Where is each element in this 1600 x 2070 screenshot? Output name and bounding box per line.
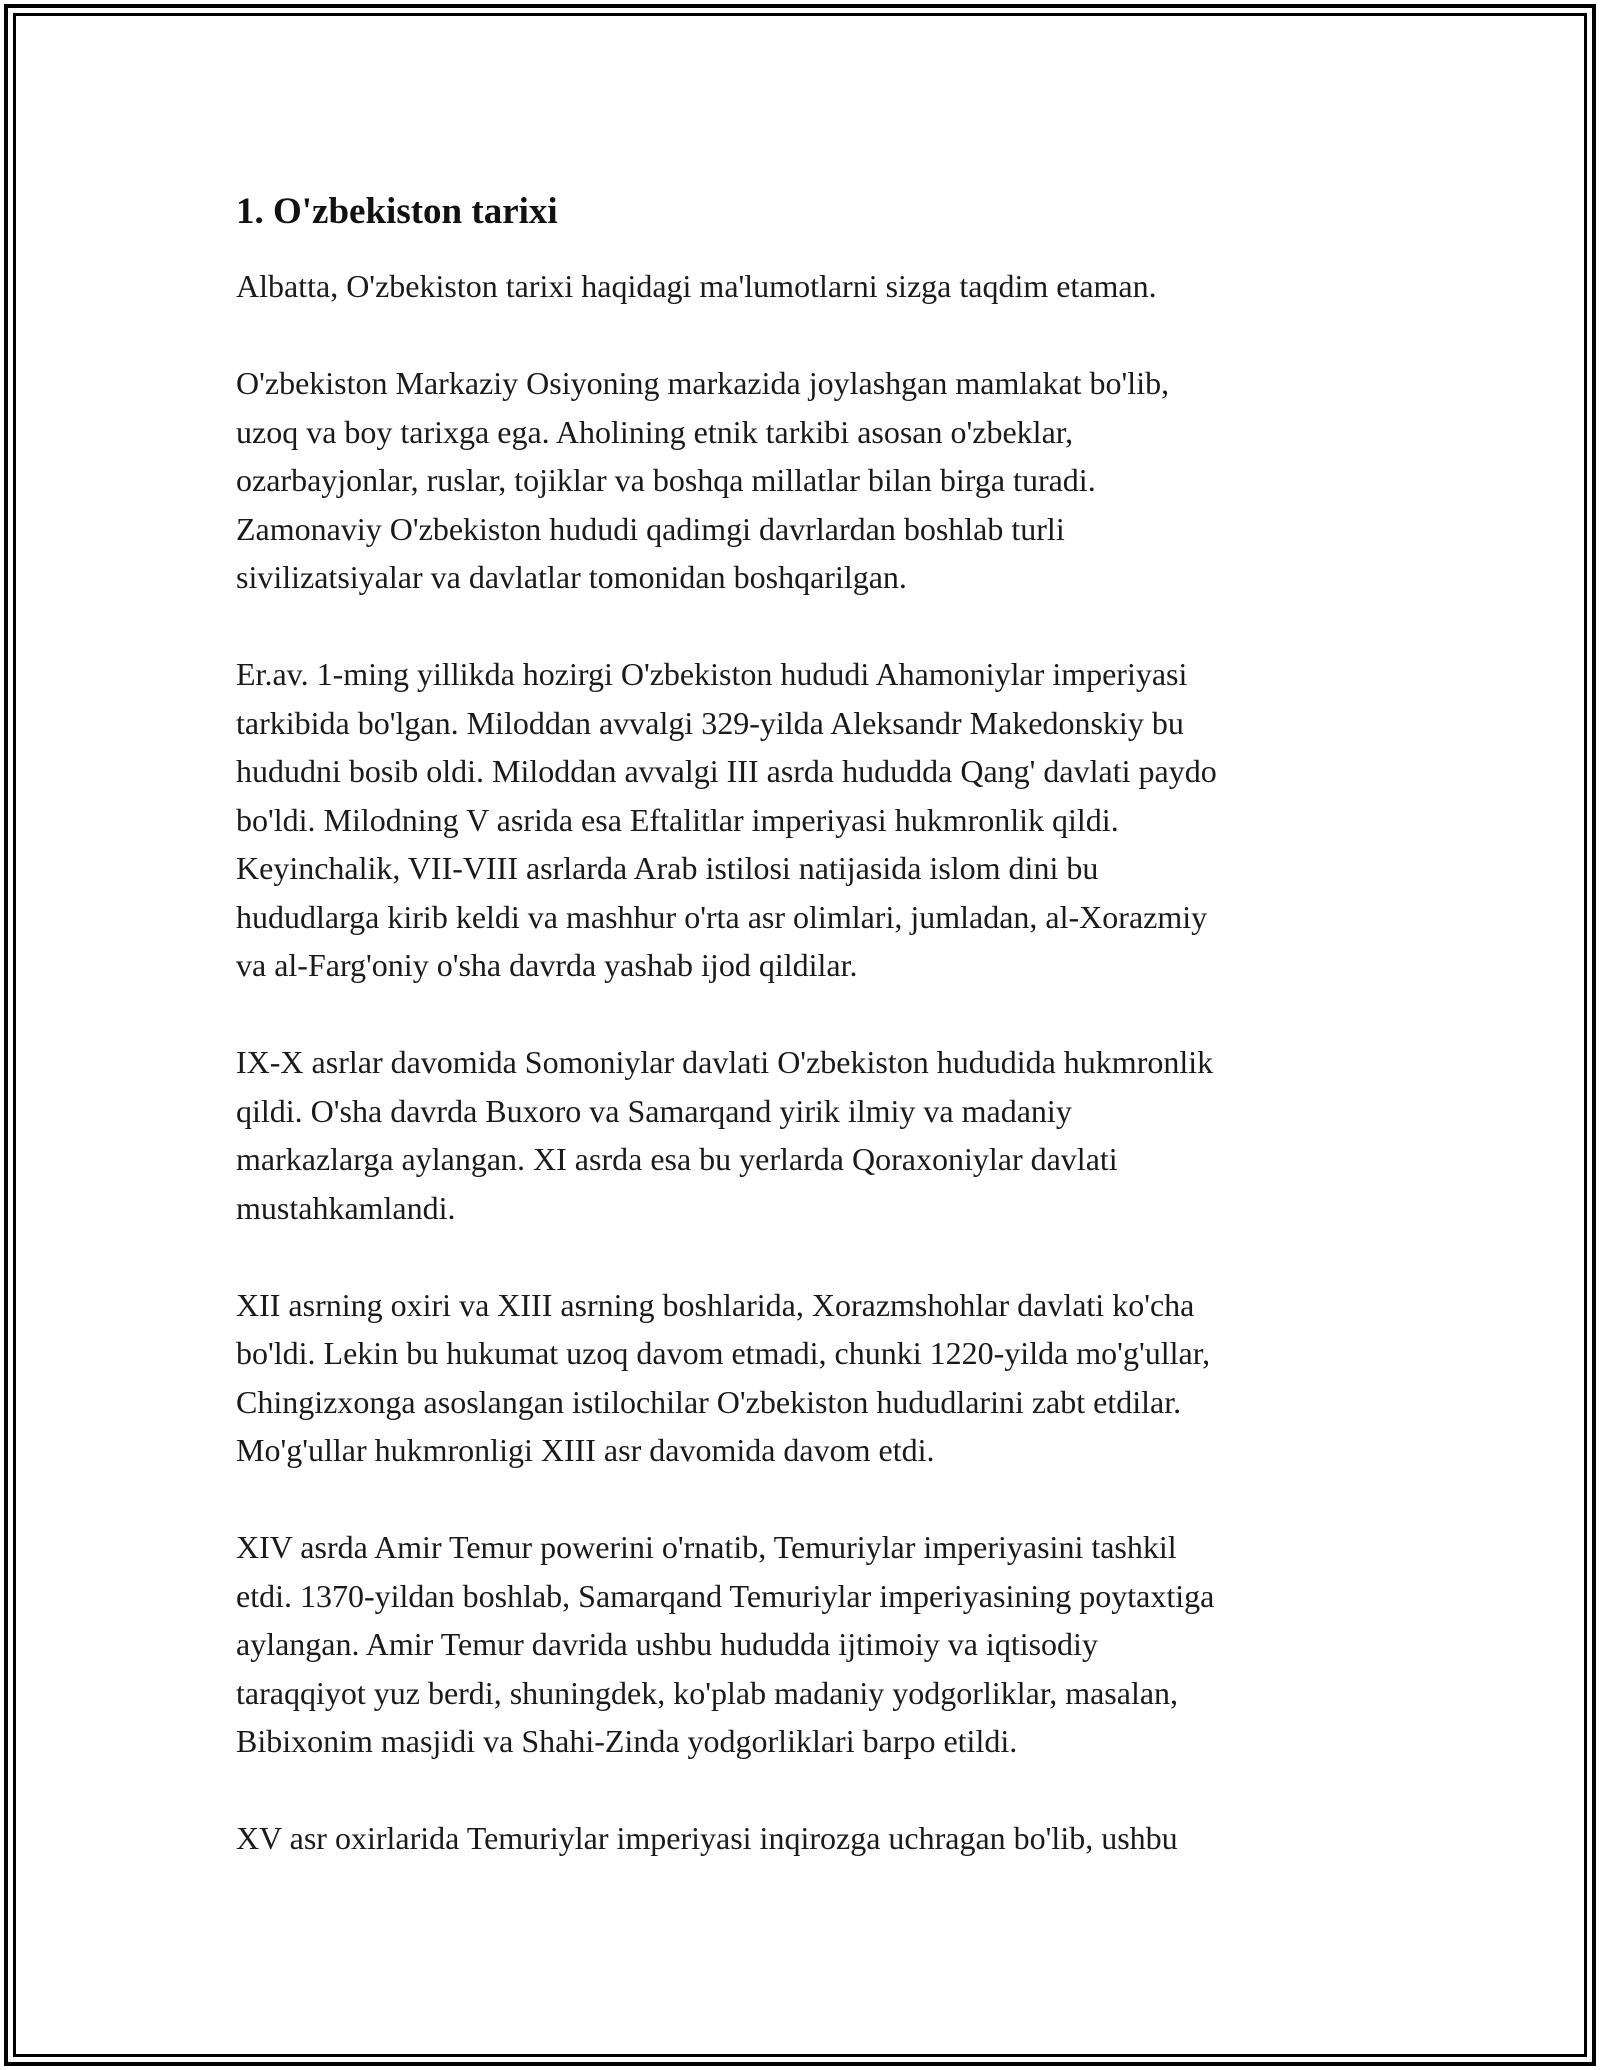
paragraph-timurids: XIV asrda Amir Temur powerini o'rnatib, Temuriylar imperiyasini tashkil etdi. 1370-yildan boshlab, Samarqand Temuriylar imperiyasining poytaxtiga aylangan. Amir Temur davrida ushbu hududda ijtimoiy va iqtisodiy taraqqiyot yuz berdi, shuningdek, ko'plab madaniy yodgorliklar, masalan, Bibixonim masjidi va Shahi-Zinda yodgorliklari barpo etildi. [236,1529,1215,1759]
document-body [236,190,1376,1863]
paragraph-intro: Albatta, O'zbekiston tarixi haqidagi ma'lumotlarni sizga taqdim etaman. [236,268,1157,304]
paragraph-overview: O'zbekiston Markaziy Osiyoning markazida joylashgan mamlakat bo'lib, uzoq va boy tarixga ega. Aholining etnik tarkibi asosan o'zbeklar, ozarbayjonlar, ruslar, tojiklar va boshqa millatlar bilan birga turadi. Zamonaviy O'zbekiston hududi qadimgi davrlardan boshlab turli sivilizatsiyalar va davlatlar tomonidan boshqarilgan. [236,365,1170,595]
paragraph-ancient-period: Er.av. 1-ming yillikda hozirgi O'zbekiston hududi Ahamoniylar imperiyasi tarkibida bo'lgan. Miloddan avvalgi 329-yilda Aleksandr Makedonskiy bu hududni bosib oldi. Miloddan avvalgi III asrda hududda Qang' davlati paydo bo'ldi. Milodning V asrida esa Eftalitlar imperiyasi hukmronlik qildi. Keyinchalik, VII-VIII asrlarda Arab istilosi natijasida islom dini bu hududlarga kirib keldi va mashhur o'rta asr olimlari, jumladan, al-Xorazmiy va al-Farg'oniy o'sha davrda yashab ijod qildilar. [236,656,1217,983]
paragraph-khwarazm-mongols: XII asrning oxiri va XIII asrning boshlarida, Xorazmshohlar davlati ko'cha bo'ldi. Lekin bu hukumat uzoq davom etmadi, chunki 1220-yilda mo'g'ullar, Chingizxonga asoslangan istilochilar O'zbekiston hududlarini zabt etdilar. Mo'g'ullar hukmronligi XIII asr davomida davom etdi. [236,1286,1211,1468]
paragraph-timurid-decline: XV asr oxirlarida Temuriylar imperiyasi inqirozga uchragan bo'lib, ushbu [236,1820,1178,1856]
page-title: 1. O'zbekiston tarixi [236,191,558,232]
paragraph-samanids: IX-X asrlar davomida Somoniylar davlati O'zbekiston hududida hukmronlik qildi. O'sha davrda Buxoro va Samarqand yirik ilmiy va madaniy markazlarga aylangan. XI asrda esa bu yerlarda Qoraxoniylar davlati mustahkamlandi. [236,1044,1214,1226]
